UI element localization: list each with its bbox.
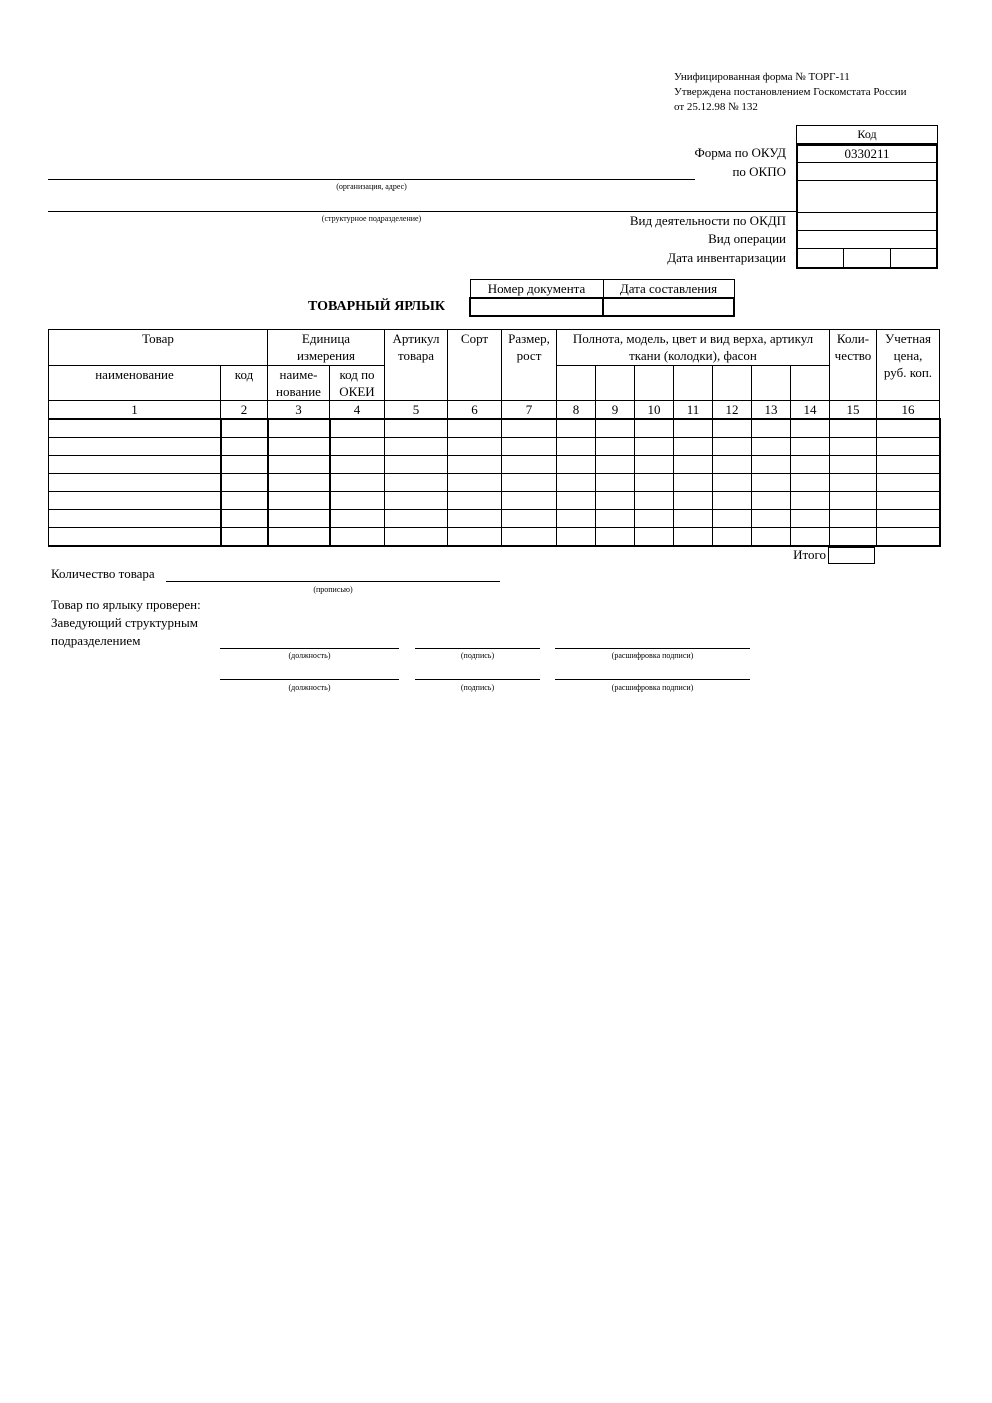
table-cell[interactable] <box>674 510 713 528</box>
table-cell[interactable] <box>557 474 596 492</box>
table-cell[interactable] <box>596 456 635 474</box>
col-num: 14 <box>791 401 830 420</box>
table-cell[interactable] <box>502 474 557 492</box>
table-cell[interactable] <box>268 438 330 456</box>
approval-date: от 25.12.98 № 132 <box>674 101 758 113</box>
col-num: 8 <box>557 401 596 420</box>
doc-date-value[interactable] <box>603 298 734 316</box>
table-cell[interactable] <box>596 438 635 456</box>
table-cell[interactable] <box>674 419 713 438</box>
table-cell[interactable] <box>49 492 221 510</box>
table-cell[interactable] <box>385 528 448 547</box>
table-cell[interactable] <box>49 510 221 528</box>
table-cell[interactable] <box>791 456 830 474</box>
doc-number-label: Номер документа <box>470 280 603 299</box>
col-goods-header: Товар <box>49 330 268 366</box>
table-cell[interactable] <box>49 438 221 456</box>
decode-caption-2: (расшифровка подписи) <box>611 683 694 692</box>
table-cell[interactable] <box>791 492 830 510</box>
table-cell[interactable] <box>713 438 752 456</box>
table-cell[interactable] <box>791 438 830 456</box>
table-cell[interactable] <box>877 474 940 492</box>
inventory-day[interactable] <box>798 249 844 267</box>
col-qty-header <box>830 330 877 401</box>
okud-value[interactable]: 0330211 <box>798 146 936 163</box>
col-num: 5 <box>385 401 448 420</box>
table-cell[interactable] <box>221 438 268 456</box>
total-label: Итого <box>793 547 826 562</box>
col-10-header <box>635 366 674 401</box>
table-cell[interactable] <box>752 438 791 456</box>
table-cell[interactable] <box>713 474 752 492</box>
table-row <box>49 510 940 528</box>
okpo-extra-value[interactable] <box>798 181 936 213</box>
table-cell[interactable] <box>268 456 330 474</box>
col-14-header <box>791 366 830 401</box>
table-cell[interactable] <box>268 492 330 510</box>
unit-line1: Единица <box>301 331 351 346</box>
table-cell[interactable] <box>448 438 502 456</box>
qty-line1: Коли- <box>836 331 870 346</box>
col-size-header <box>502 330 557 401</box>
table-cell[interactable] <box>385 419 448 438</box>
document-box <box>469 279 735 317</box>
table-cell[interactable] <box>830 510 877 528</box>
unit-name-line2: нование <box>276 384 321 399</box>
total-qty-value[interactable] <box>828 547 875 564</box>
table-cell[interactable] <box>713 510 752 528</box>
col-13-header <box>752 366 791 401</box>
table-cell[interactable] <box>557 438 596 456</box>
col-9-header <box>596 366 635 401</box>
table-cell[interactable] <box>49 474 221 492</box>
position-line-1[interactable] <box>220 648 399 649</box>
table-cell[interactable] <box>557 419 596 438</box>
table-cell[interactable] <box>330 510 385 528</box>
table-cell[interactable] <box>877 528 940 547</box>
table-cell[interactable] <box>635 419 674 438</box>
price-line1: Учетная <box>885 331 931 346</box>
table-cell[interactable] <box>635 528 674 547</box>
table-cell[interactable] <box>752 419 791 438</box>
table-cell[interactable] <box>635 456 674 474</box>
table-cell[interactable] <box>830 438 877 456</box>
table-cell[interactable] <box>674 474 713 492</box>
qty-line2: чество <box>834 348 872 363</box>
table-cell[interactable] <box>502 456 557 474</box>
table-cell[interactable] <box>49 528 221 547</box>
doc-number-value[interactable] <box>470 298 603 316</box>
quantity-label: Количество товара <box>51 566 155 581</box>
table-cell[interactable] <box>385 492 448 510</box>
table-row <box>49 474 940 492</box>
table-cell[interactable] <box>635 474 674 492</box>
table-cell[interactable] <box>752 528 791 547</box>
col-unit-name-header <box>268 366 330 401</box>
price-line2: цена, <box>893 348 923 363</box>
table-cell[interactable] <box>221 492 268 510</box>
table-cell[interactable] <box>674 492 713 510</box>
size-line1: Размер, <box>508 331 550 346</box>
table-cell[interactable] <box>448 492 502 510</box>
table-cell[interactable] <box>268 419 330 438</box>
fullness-line2: ткани (колодки), фасон <box>629 348 757 363</box>
operation-label: Вид операции <box>708 231 786 246</box>
table-cell[interactable] <box>502 528 557 547</box>
position-caption-1: (должность) <box>288 651 331 660</box>
table-cell[interactable] <box>596 510 635 528</box>
sign-caption-1: (подпись) <box>460 651 495 660</box>
article-line2: товара <box>397 348 435 363</box>
table-cell[interactable] <box>502 438 557 456</box>
table-cell[interactable] <box>330 474 385 492</box>
table-cell[interactable] <box>877 456 940 474</box>
table-cell[interactable] <box>448 419 502 438</box>
table-cell[interactable] <box>448 528 502 547</box>
okpo-value[interactable] <box>798 163 936 181</box>
inventory-month[interactable] <box>844 249 890 267</box>
check-line1: Товар по ярлыку проверен: <box>51 597 201 612</box>
unit-line2: измерения <box>296 348 356 363</box>
table-cell[interactable] <box>596 528 635 547</box>
code-box <box>796 125 938 269</box>
col-num: 4 <box>330 401 385 420</box>
price-line3: руб. коп. <box>883 365 933 380</box>
quantity-line[interactable] <box>166 581 500 582</box>
col-name-header: наименование <box>49 366 221 401</box>
inventory-date-label: Дата инвентаризации <box>667 250 786 265</box>
department-caption: (структурное подразделение) <box>321 214 422 223</box>
table-cell[interactable] <box>674 456 713 474</box>
quantity-caption: (прописью) <box>313 585 353 594</box>
table-cell[interactable] <box>596 492 635 510</box>
check-block <box>51 596 201 650</box>
okdp-value[interactable] <box>798 213 936 231</box>
table-cell[interactable] <box>268 474 330 492</box>
col-num: 12 <box>713 401 752 420</box>
table-cell[interactable] <box>752 510 791 528</box>
inventory-date-value[interactable] <box>798 249 936 267</box>
table-cell[interactable] <box>713 528 752 547</box>
table-cell[interactable] <box>791 510 830 528</box>
col-num: 15 <box>830 401 877 420</box>
col-12-header <box>713 366 752 401</box>
table-cell[interactable] <box>330 456 385 474</box>
okei-line2: ОКЕИ <box>339 384 375 399</box>
table-cell[interactable] <box>448 474 502 492</box>
organization-caption: (организация, адрес) <box>336 182 407 191</box>
table-row <box>49 419 940 438</box>
table-cell[interactable] <box>830 492 877 510</box>
table-cell[interactable] <box>791 419 830 438</box>
okpo-label: по ОКПО <box>732 164 786 179</box>
table-cell[interactable] <box>49 456 221 474</box>
unit-name-line1: наиме- <box>279 367 318 382</box>
sign-caption-2: (подпись) <box>460 683 495 692</box>
table-cell[interactable] <box>713 456 752 474</box>
col-num: 9 <box>596 401 635 420</box>
col-num: 2 <box>221 401 268 420</box>
table-cell[interactable] <box>448 456 502 474</box>
decode-line-2[interactable] <box>555 679 750 680</box>
table-cell[interactable] <box>596 419 635 438</box>
col-num: 3 <box>268 401 330 420</box>
decode-line-1[interactable] <box>555 648 750 649</box>
table-cell[interactable] <box>674 438 713 456</box>
operation-value[interactable] <box>798 231 936 249</box>
col-11-header <box>674 366 713 401</box>
table-cell[interactable] <box>502 510 557 528</box>
organization-line[interactable] <box>48 179 695 180</box>
approval-text: Утверждена постановлением Госкомстата России <box>674 86 907 98</box>
form-name: Унифицированная форма № ТОРГ-11 <box>674 71 850 83</box>
okei-line1: код по <box>339 367 375 382</box>
col-num: 13 <box>752 401 791 420</box>
table-cell[interactable] <box>830 528 877 547</box>
col-fullness-header <box>557 330 830 366</box>
table-cell[interactable] <box>221 474 268 492</box>
table-cell[interactable] <box>557 510 596 528</box>
table-cell[interactable] <box>49 419 221 438</box>
doc-date-label: Дата составления <box>603 280 734 299</box>
col-num: 11 <box>674 401 713 420</box>
table-cell[interactable] <box>330 528 385 547</box>
table-cell[interactable] <box>557 492 596 510</box>
table-cell[interactable] <box>791 474 830 492</box>
table-cell[interactable] <box>221 528 268 547</box>
col-8-header <box>557 366 596 401</box>
table-cell[interactable] <box>830 419 877 438</box>
col-num: 16 <box>877 401 940 420</box>
table-cell[interactable] <box>713 419 752 438</box>
table-cell[interactable] <box>791 528 830 547</box>
table-cell[interactable] <box>877 438 940 456</box>
table-cell[interactable] <box>330 438 385 456</box>
table-cell[interactable] <box>221 510 268 528</box>
table-cell[interactable] <box>877 419 940 438</box>
check-line3: подразделением <box>51 633 141 648</box>
table-cell[interactable] <box>502 492 557 510</box>
form-header <box>674 70 906 115</box>
col-num: 7 <box>502 401 557 420</box>
table-cell[interactable] <box>385 474 448 492</box>
table-row <box>49 456 940 474</box>
table-row <box>49 438 940 456</box>
col-article-header <box>385 330 448 401</box>
sign-line-1[interactable] <box>415 648 540 649</box>
col-grade-header: Сорт <box>448 330 502 401</box>
table-cell[interactable] <box>635 510 674 528</box>
table-cell[interactable] <box>830 456 877 474</box>
okdp-label: Вид деятельности по ОКДП <box>629 213 786 228</box>
col-unit-header <box>268 330 385 366</box>
table-row <box>49 492 940 510</box>
table-cell[interactable] <box>330 492 385 510</box>
article-line1: Артикул <box>392 331 440 346</box>
decode-caption-1: (расшифровка подписи) <box>611 651 694 660</box>
fullness-line1: Полнота, модель, цвет и вид верха, артикул <box>572 331 814 346</box>
table-cell[interactable] <box>502 419 557 438</box>
table-cell[interactable] <box>221 456 268 474</box>
table-cell[interactable] <box>877 510 940 528</box>
table-cell[interactable] <box>713 492 752 510</box>
table-cell[interactable] <box>596 474 635 492</box>
table-cell[interactable] <box>385 438 448 456</box>
department-line[interactable] <box>48 211 796 212</box>
table-row <box>49 528 940 547</box>
table-cell[interactable] <box>557 456 596 474</box>
code-header: Код <box>796 125 938 144</box>
position-line-2[interactable] <box>220 679 399 680</box>
sign-line-2[interactable] <box>415 679 540 680</box>
okud-label: Форма по ОКУД <box>694 145 786 160</box>
col-price-header <box>877 330 940 401</box>
col-okei-header <box>330 366 385 401</box>
table-cell[interactable] <box>448 510 502 528</box>
table-cell[interactable] <box>635 492 674 510</box>
table-cell[interactable] <box>385 456 448 474</box>
table-cell[interactable] <box>752 492 791 510</box>
col-num: 1 <box>49 401 221 420</box>
position-caption-2: (должность) <box>288 683 331 692</box>
check-line2: Заведующий структурным <box>51 615 198 630</box>
table-cell[interactable] <box>385 510 448 528</box>
document-title: ТОВАРНЫЙ ЯРЛЫК <box>308 299 446 314</box>
table-cell[interactable] <box>268 510 330 528</box>
table-cell[interactable] <box>752 474 791 492</box>
size-line2: рост <box>516 348 542 363</box>
table-cell[interactable] <box>830 474 877 492</box>
table-cell[interactable] <box>221 419 268 438</box>
table-cell[interactable] <box>268 528 330 547</box>
col-code-header: код <box>221 366 268 401</box>
col-num: 6 <box>448 401 502 420</box>
table-cell[interactable] <box>330 419 385 438</box>
table-cell[interactable] <box>877 492 940 510</box>
table-cell[interactable] <box>752 456 791 474</box>
goods-table <box>48 329 941 547</box>
inventory-year[interactable] <box>891 249 936 267</box>
table-cell[interactable] <box>674 528 713 547</box>
col-num: 10 <box>635 401 674 420</box>
table-cell[interactable] <box>635 438 674 456</box>
column-numbers-row <box>49 401 940 420</box>
table-cell[interactable] <box>557 528 596 547</box>
